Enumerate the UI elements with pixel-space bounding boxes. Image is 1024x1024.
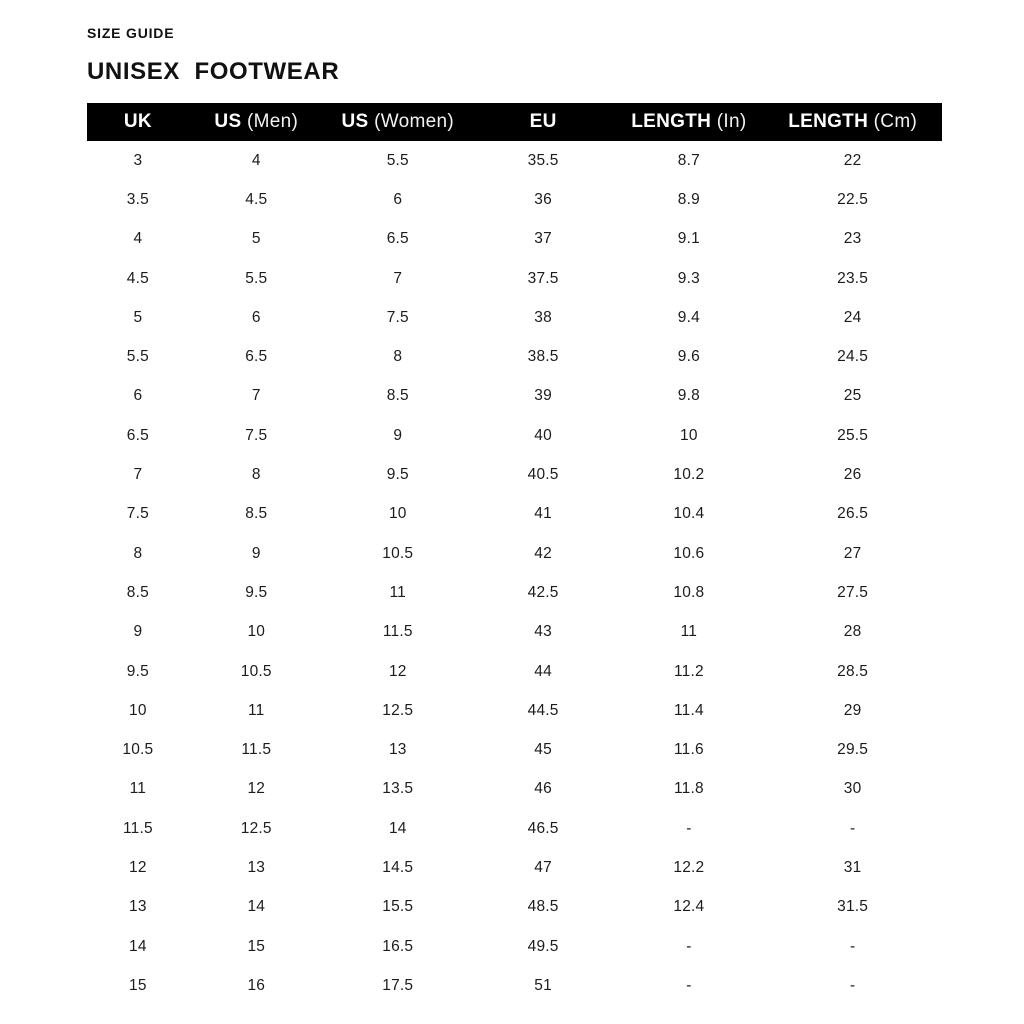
table-row [87, 770, 942, 809]
table-cell: 40.5 [527, 466, 559, 484]
table-row [87, 220, 942, 259]
table-cell: 9 [133, 623, 143, 641]
table-cell: 45 [534, 741, 552, 759]
table-cell: 8 [133, 544, 143, 562]
table-row [87, 141, 942, 180]
table-cell: 9.4 [677, 308, 700, 326]
table-cell: 31 [843, 858, 862, 876]
table-cell: 5.5 [245, 269, 268, 287]
table-cell: 6 [251, 308, 261, 326]
table-cell: - [849, 976, 856, 994]
table-cell: 11.5 [241, 741, 272, 759]
table-cell: 6 [393, 190, 403, 208]
table-cell: 27.5 [837, 583, 869, 601]
table-cell: 26 [843, 466, 862, 484]
table-cell: 42 [534, 544, 552, 562]
table-row [87, 455, 942, 494]
header-cell-strong: EU [529, 111, 557, 132]
table-cell: 15 [247, 937, 266, 955]
table-cell: 3 [133, 151, 143, 169]
table-cell: 28.5 [837, 662, 869, 680]
table-cell: 9.5 [126, 662, 149, 680]
size-table-body [87, 141, 942, 1006]
table-cell: 39 [534, 387, 552, 405]
table-cell: 11.8 [673, 780, 704, 798]
table-cell: 12 [247, 780, 266, 798]
table-cell: 5.5 [386, 151, 409, 169]
table-cell: 38.5 [527, 348, 559, 366]
table-cell: 15 [129, 976, 147, 994]
table-cell: 46.5 [527, 819, 559, 837]
table-cell: 47 [534, 858, 552, 876]
table-cell: 6.5 [126, 426, 149, 444]
table-cell: 38 [534, 308, 552, 326]
table-cell: 10 [680, 426, 698, 444]
table-cell: 7 [251, 387, 261, 405]
table-cell: 28 [843, 623, 862, 641]
header-cell-light: (In) [711, 111, 747, 132]
header-cell [189, 103, 324, 141]
table-cell: 26.5 [837, 505, 869, 523]
table-cell: 40 [534, 426, 552, 444]
table-cell: 44 [534, 662, 552, 680]
table-cell: 14 [247, 898, 266, 916]
table-row [87, 691, 942, 730]
table-cell: 23.5 [837, 269, 869, 287]
table-cell: - [849, 819, 856, 837]
table-cell: 10 [247, 623, 266, 641]
table-row [87, 966, 942, 1005]
table-cell: 16 [247, 976, 266, 994]
table-cell: 11.5 [122, 819, 153, 837]
table-cell: 14 [388, 819, 407, 837]
header-cell [763, 103, 942, 141]
table-cell: 31.5 [837, 898, 869, 916]
table-cell: 25.5 [837, 426, 869, 444]
table-cell: 9.5 [245, 583, 268, 601]
table-cell: 22 [843, 151, 862, 169]
table-cell: - [849, 937, 856, 955]
table-row [87, 298, 942, 337]
table-cell: 30 [843, 780, 862, 798]
table-cell: 17.5 [382, 976, 414, 994]
table-row [87, 534, 942, 573]
table-row [87, 848, 942, 887]
header-cell-light: (Cm) [868, 111, 918, 132]
table-cell: 37 [534, 230, 552, 248]
table-cell: 4 [133, 230, 143, 248]
table-cell: 9.8 [677, 387, 700, 405]
table-cell: 29 [843, 701, 862, 719]
table-cell: 23 [843, 230, 862, 248]
header-cell-light: (Women) [368, 111, 454, 132]
header-cell-light: (Men) [241, 111, 299, 132]
table-cell: 13 [129, 898, 147, 916]
header-cell-strong: LENGTH [631, 111, 712, 132]
table-cell: 9.3 [677, 269, 700, 287]
header-cell [472, 103, 615, 141]
table-cell: 11.6 [673, 741, 704, 759]
table-cell: - [686, 937, 692, 955]
table-cell: 7.5 [245, 426, 268, 444]
table-cell: 11.5 [382, 623, 413, 641]
header-cell [615, 103, 764, 141]
table-cell: 6.5 [386, 230, 409, 248]
table-cell: 8.9 [677, 190, 700, 208]
table-row [87, 337, 942, 376]
table-cell: 8 [393, 348, 403, 366]
table-cell: 12 [388, 662, 407, 680]
table-cell: 13.5 [382, 780, 414, 798]
table-cell: 6 [133, 387, 143, 405]
size-guide-content [87, 0, 942, 1006]
table-cell: 4.5 [245, 190, 268, 208]
table-cell: 10.4 [673, 505, 705, 523]
table-cell: 7.5 [386, 308, 409, 326]
table-cell: 5 [251, 230, 261, 248]
table-cell: 24 [843, 308, 862, 326]
header-cell-strong: US [341, 111, 369, 132]
table-row [87, 730, 942, 769]
table-cell: 8.5 [245, 505, 268, 523]
table-row [87, 652, 942, 691]
table-cell: 10.5 [240, 662, 272, 680]
table-cell: 9.6 [677, 348, 700, 366]
table-cell: 12.4 [673, 898, 705, 916]
table-cell: 29.5 [837, 741, 869, 759]
table-cell: 35.5 [527, 151, 559, 169]
table-cell: 7.5 [126, 505, 149, 523]
table-cell: 9 [251, 544, 261, 562]
page-title: UNISEX FOOTWEAR [87, 58, 340, 85]
table-cell: 8.5 [126, 583, 149, 601]
table-cell: 3.5 [126, 190, 149, 208]
table-cell: 49.5 [527, 937, 559, 955]
table-cell: - [686, 819, 692, 837]
table-row [87, 377, 942, 416]
header-cell [324, 103, 472, 141]
table-cell: 10 [129, 701, 147, 719]
table-cell: 10.5 [382, 544, 414, 562]
table-cell: 10.5 [122, 741, 154, 759]
table-cell: 10 [388, 505, 407, 523]
size-table-header [87, 103, 942, 141]
table-cell: 5.5 [126, 348, 149, 366]
table-cell: 46 [534, 780, 552, 798]
table-cell: 9.1 [677, 230, 700, 248]
table-cell: 25 [843, 387, 862, 405]
table-cell: 16.5 [382, 937, 414, 955]
table-cell: 12.5 [240, 819, 272, 837]
table-cell: 43 [534, 623, 552, 641]
table-cell: 8.5 [386, 387, 409, 405]
table-cell: 11 [248, 701, 265, 719]
table-row [87, 416, 942, 455]
table-row [87, 888, 942, 927]
table-row [87, 809, 942, 848]
table-cell: 13 [247, 858, 266, 876]
table-cell: 10.6 [673, 544, 705, 562]
table-cell: 11.4 [673, 701, 704, 719]
table-row [87, 180, 942, 219]
table-cell: 7 [393, 269, 403, 287]
table-cell: 11 [389, 583, 407, 601]
table-cell: 4 [251, 151, 261, 169]
table-cell: 42.5 [527, 583, 559, 601]
table-cell: 11.2 [673, 662, 704, 680]
table-cell: 11 [129, 780, 147, 798]
header-cell-strong: US [214, 111, 242, 132]
table-cell: 22.5 [837, 190, 869, 208]
table-cell: 44.5 [527, 701, 559, 719]
header-cell-strong: LENGTH [788, 111, 869, 132]
table-cell: 11 [680, 623, 698, 641]
table-cell: 10.8 [673, 583, 705, 601]
table-cell: 51 [534, 976, 552, 994]
size-guide-label: SIZE GUIDE [87, 25, 175, 41]
size-table-header-row [87, 103, 942, 141]
table-cell: 10.2 [673, 466, 705, 484]
table-row [87, 927, 942, 966]
table-cell: - [686, 976, 692, 994]
size-table [87, 103, 942, 1006]
table-cell: 8 [251, 466, 261, 484]
table-cell: 36 [534, 190, 552, 208]
table-cell: 15.5 [382, 898, 414, 916]
header-cell [87, 103, 189, 141]
table-cell: 4.5 [126, 269, 149, 287]
table-cell: 14 [129, 937, 147, 955]
table-cell: 12.2 [673, 858, 705, 876]
table-cell: 5 [133, 308, 143, 326]
table-row [87, 495, 942, 534]
table-cell: 48.5 [527, 898, 559, 916]
header-cell-strong: UK [123, 111, 152, 132]
table-cell: 41 [534, 505, 552, 523]
table-cell: 27 [843, 544, 862, 562]
table-cell: 8.7 [677, 151, 700, 169]
table-row [87, 613, 942, 652]
table-cell: 14.5 [382, 858, 414, 876]
table-cell: 7 [133, 466, 143, 484]
table-row [87, 259, 942, 298]
table-cell: 37.5 [527, 269, 559, 287]
table-cell: 9.5 [386, 466, 409, 484]
table-cell: 24.5 [837, 348, 869, 366]
table-cell: 12.5 [382, 701, 414, 719]
table-cell: 12 [129, 858, 147, 876]
table-row [87, 573, 942, 612]
table-cell: 13 [388, 741, 407, 759]
table-cell: 9 [393, 426, 403, 444]
table-cell: 6.5 [245, 348, 268, 366]
